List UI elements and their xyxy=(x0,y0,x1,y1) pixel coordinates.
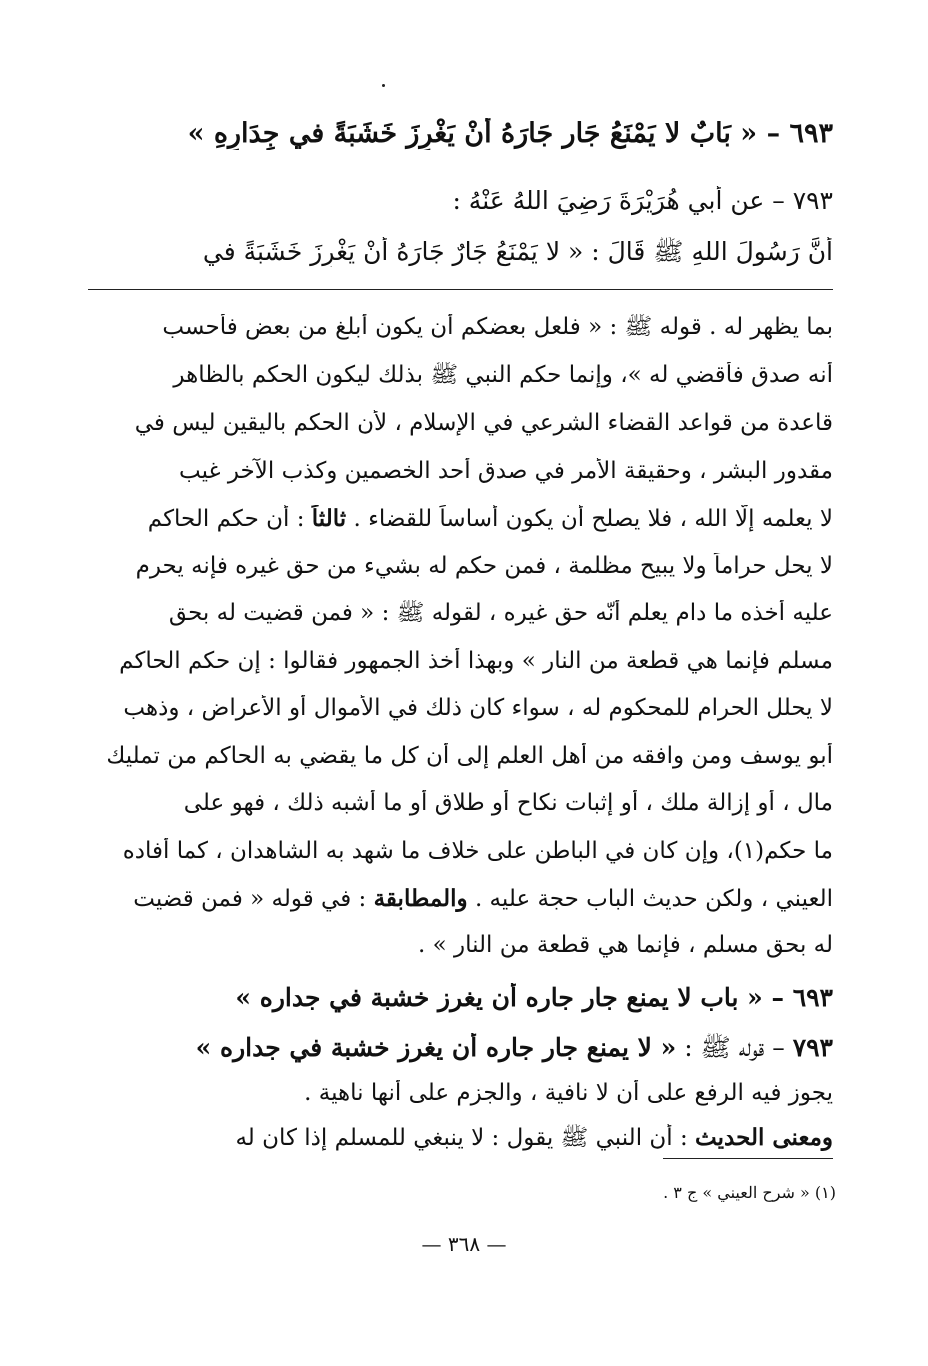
sub-hadith-intro: – قوله ﷺ : xyxy=(684,1033,785,1062)
commentary-line: عليه أخذه ما دام يعلم أنّه حق غيره ، لقوله ﷺ : « فمن قضيت له بحق xyxy=(168,600,833,626)
commentary-line: لا يحلل الحرام للمحكوم له ، سواء كان ذلك في الأموال أو الأعراض ، وذهب xyxy=(123,695,833,721)
chapter-title: « بَابٌ لا يَمْنَعُ جَار جَارَهُ أَنْ يَغْرِزَ خَشَبَةً في جِدَارِهِ » xyxy=(187,118,758,149)
correspondence-label: والمطابقة xyxy=(373,885,468,912)
sub-hadith-quote: « لا يمنع جار جاره أن يغرز خشبة في جداره » xyxy=(195,1033,677,1062)
sub-hadith-line xyxy=(88,1033,833,1063)
sub-hadith-number: ٧٩٣ xyxy=(792,1033,833,1062)
footnote-divider xyxy=(663,1158,833,1159)
commentary-line xyxy=(88,885,833,914)
commentary-line: له بحق مسلم ، فإنما هي قطعة من النار » . xyxy=(417,932,833,958)
third-point-label: ثالثاً xyxy=(311,505,347,532)
commentary-text: العيني ، ولكن حديث الباب حجة عليه . xyxy=(474,886,833,912)
page-number: — ٣٦٨ — xyxy=(421,1232,507,1256)
section-subheading: ٦٩٣ – « باب لا يمنع جار جاره أن يغرز خشبة في جداره » xyxy=(235,983,833,1012)
commentary-line: لا يحل حراماً ولا يبيح مظلمة ، فمن حكم له بشيء من حق غيره فإنه يحرم xyxy=(135,553,833,579)
commentary-text: لا يعلمه إلّا الله ، فلا يصلح أن يكون أساساً للقضاء . xyxy=(353,506,833,532)
commentary-line: مال ، أو إزالة ملك ، أو إثبات نكاح أو طلاق أو ما أشبه ذلك ، فهو على xyxy=(183,790,833,816)
commentary-line: ما حكم(١)، وإن كان في الباطن على خلاف ما شهد به الشاهدان ، كما أفاده xyxy=(122,838,833,864)
meaning-text: : أن النبي ﷺ يقول : لا ينبغي للمسلم إذا كان له xyxy=(235,1125,688,1151)
hadith-narrator-line: ٧٩٣ – عن أبي هُرَيْرَةَ رَضِيَ اللهُ عَنْهُ : xyxy=(452,186,833,215)
commentary-line: مسلم فإنما هي قطعة من النار » وبهذا أخذ الجمهور فقالوا : إن حكم الحاكم xyxy=(119,648,833,674)
hadith-text-line: أَنَّ رَسُولَ اللهِ ﷺ قَالَ : « لا يَمْنَعُ جَارٌ جَارَهُ أَنْ يَغْرِزَ خَشَبَةً في xyxy=(202,237,833,266)
commentary-line: بما يظهر له . قوله ﷺ : « فلعل بعضكم أن يكون أبلغ من بعض فأحسب xyxy=(162,314,833,340)
footnote: (١) « شرح العيني » ج ٣ . xyxy=(663,1183,836,1202)
meaning-line xyxy=(88,1124,833,1153)
commentary-line: مقدور البشر ، وحقيقة الأمر في صدق أحد الخصمين وكذب الآخر غيب xyxy=(179,458,833,484)
commentary-text: : في قوله « فمن قضيت xyxy=(133,886,367,912)
grammar-note-line: يجوز فيه الرفع على أن لا نافية ، والجزم على أنها ناهية . xyxy=(304,1080,833,1106)
commentary-line: أنه صدق فأقضي له »، وإنما حكم النبي ﷺ بذلك ليكون الحكم بالظاهر xyxy=(173,362,833,388)
chapter-heading xyxy=(88,118,833,150)
commentary-line: قاعدة من قواعد القضاء الشرعي في الإسلام ، لأن الحكم باليقين ليس في xyxy=(134,410,833,436)
commentary-line xyxy=(88,505,833,534)
print-speck xyxy=(382,84,385,87)
meaning-label: ومعنى الحديث xyxy=(695,1124,833,1151)
chapter-number: ٦٩٣ xyxy=(789,118,833,149)
commentary-line: أبو يوسف ومن وافقه من أهل العلم إلى أن كل ما يقضي به الحاكم من تمليك xyxy=(106,743,833,769)
commentary-text: : أن حكم الحاكم xyxy=(147,506,305,532)
section-divider xyxy=(88,289,833,290)
chapter-dash: – xyxy=(766,118,781,149)
